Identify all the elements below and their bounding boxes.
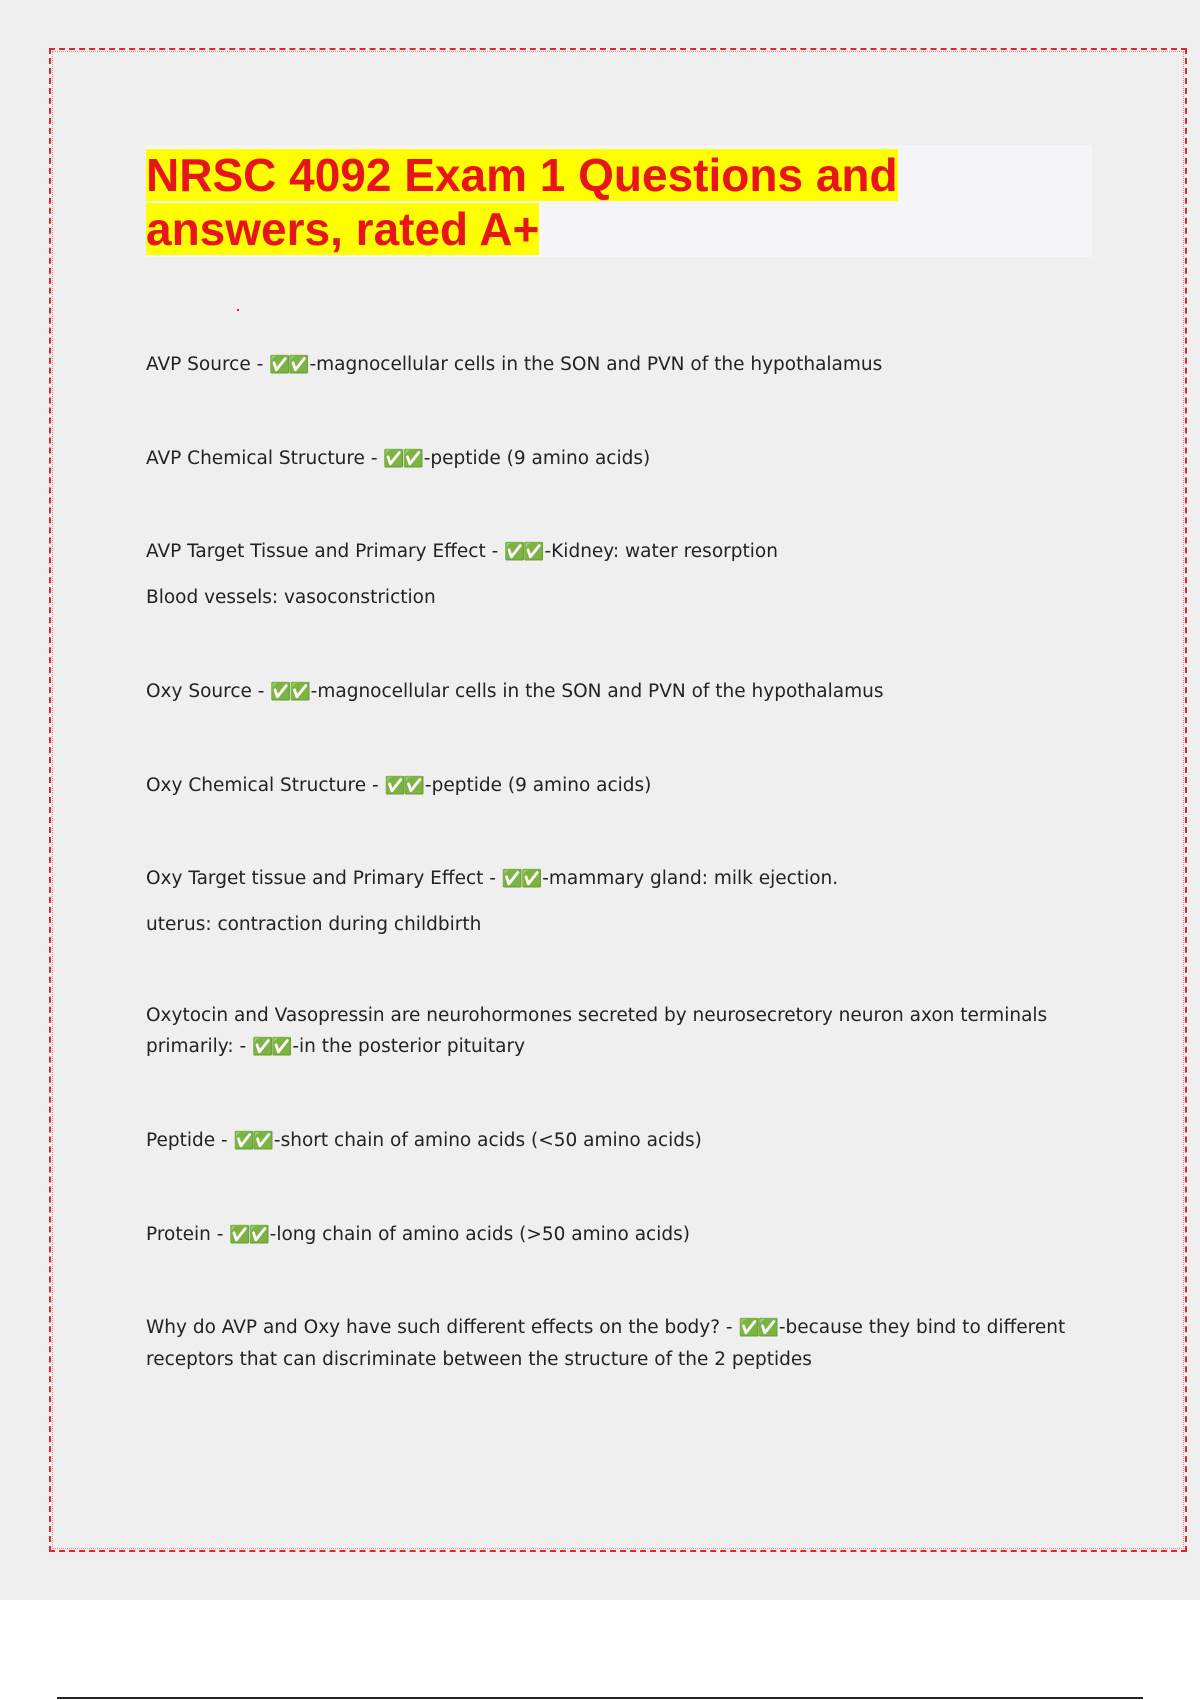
qa-item (146, 863, 1076, 895)
qa-item (146, 1312, 1076, 1375)
question-text: Protein - (146, 1224, 230, 1245)
question-text: Oxy Target tissue and Primary Effect - (146, 868, 502, 889)
answer-text: -magnocellular cells in the SON and PVN of the hypothalamus (310, 681, 884, 702)
question-text: AVP Target Tissue and Primary Effect - (146, 541, 505, 562)
qa-item (146, 1219, 1076, 1251)
answer-text: -long chain of amino acids (>50 amino acids) (269, 1224, 690, 1245)
qa-item-continuation: uterus: contraction during childbirth (146, 914, 482, 935)
qa-item (146, 349, 1076, 381)
qa-item (146, 1125, 1076, 1157)
qa-item-continuation: Blood vessels: vasoconstriction (146, 587, 436, 608)
check-icon: ✅✅ (384, 776, 423, 796)
answer-text: -mammary gland: milk ejection. (542, 868, 839, 889)
check-icon: ✅✅ (269, 355, 308, 375)
check-icon: ✅✅ (229, 1225, 268, 1245)
answer-text: -magnocellular cells in the SON and PVN of the hypothalamus (309, 354, 883, 375)
answer-text: -in the posterior pituitary (292, 1036, 526, 1057)
question-text: AVP Source - (146, 354, 270, 375)
check-icon: ✅✅ (738, 1318, 777, 1338)
question-text: AVP Chemical Structure - (146, 448, 384, 469)
answer-text: -peptide (9 amino acids) (424, 775, 652, 796)
answer-text: -short chain of amino acids (<50 amino acids) (273, 1130, 702, 1151)
check-icon: ✅✅ (270, 682, 309, 702)
qa-item (146, 770, 1076, 802)
question-text: Peptide - (146, 1130, 234, 1151)
document-title (146, 148, 1046, 256)
answer-text: -because they bind to different receptors that can discriminate between the structure of the 2 peptides (146, 1317, 1066, 1370)
question-text: Oxytocin and Vasopressin are neurohormones secreted by neurosecretory neuron axon terminals primarily: - (146, 1005, 1048, 1057)
question-text: Why do AVP and Oxy have such different effects on the body? - (146, 1317, 739, 1338)
footer-rule (57, 1697, 1143, 1699)
check-icon: ✅✅ (252, 1037, 291, 1057)
question-text: Oxy Chemical Structure - (146, 775, 385, 796)
check-icon: ✅✅ (383, 449, 422, 469)
qa-item (146, 676, 1076, 708)
stray-mark (237, 309, 239, 311)
qa-item (146, 536, 1076, 568)
check-icon: ✅✅ (233, 1131, 272, 1151)
check-icon: ✅✅ (501, 869, 541, 889)
qa-item (146, 1000, 1076, 1063)
answer-text: -peptide (9 amino acids) (423, 448, 651, 469)
question-text: Oxy Source - (146, 681, 271, 702)
qa-item (146, 443, 1076, 475)
title-text: NRSC 4092 Exam 1 Questions and answers, rated A+ (146, 149, 898, 255)
check-icon: ✅✅ (504, 542, 543, 562)
answer-text: -Kidney: water resorption (544, 541, 778, 562)
